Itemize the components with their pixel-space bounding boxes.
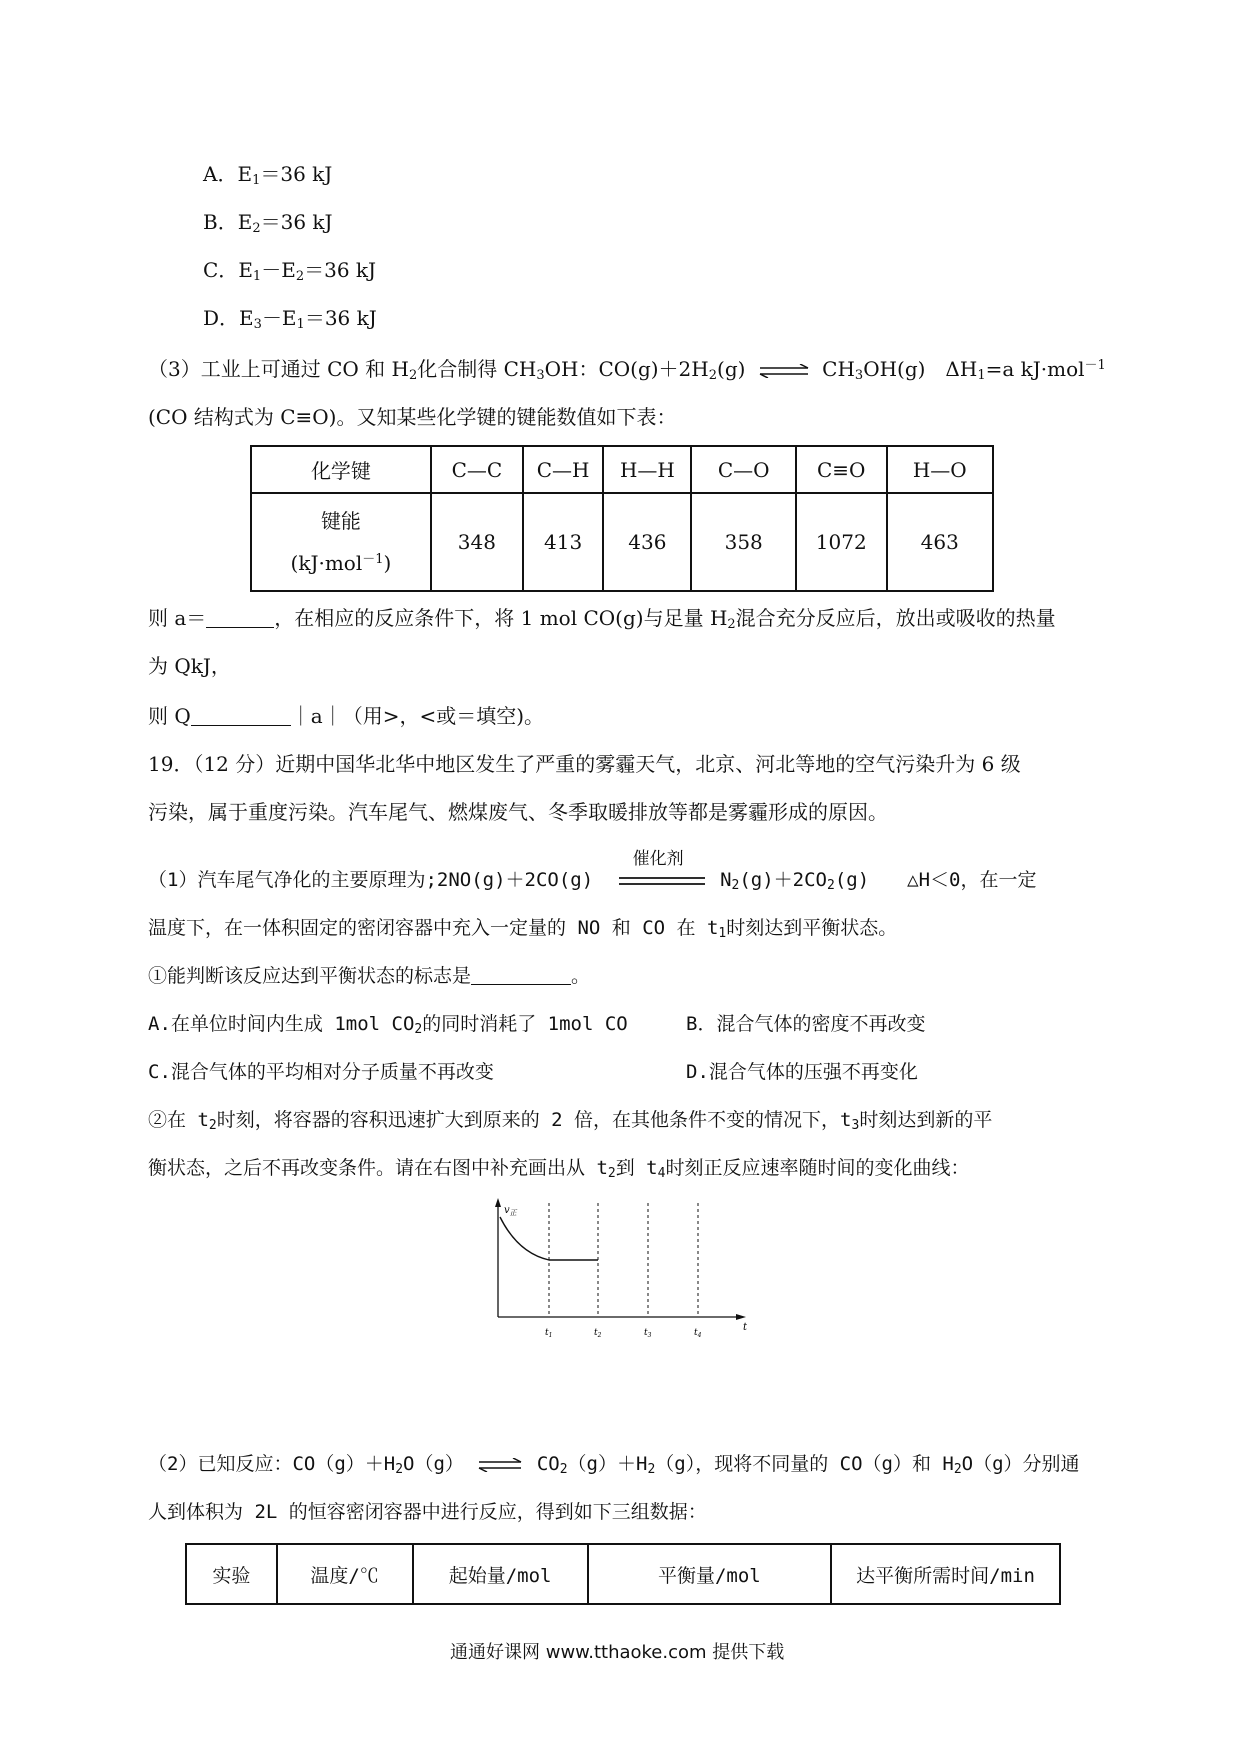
table-bond: C—H <box>523 446 603 493</box>
q19-option-c: C.混合气体的平均相对分子质量不再改变 <box>148 1061 494 1083</box>
table-header-cell: 达平衡所需时间/min <box>831 1544 1060 1604</box>
y-axis-label: $v_正$ <box>504 1205 517 1217</box>
tick-t1: $t_1$ <box>545 1328 553 1339</box>
answer-blank-equilibrium[interactable] <box>471 964 571 985</box>
equilibrium-arrow-icon <box>477 1458 523 1472</box>
option-d: D．$E_3-E_1=36$ kJ <box>203 306 377 332</box>
table-bond: C—C <box>431 446 523 493</box>
table-value: 413 <box>523 493 603 591</box>
table-value-row <box>251 493 993 591</box>
table-header-row <box>251 446 993 493</box>
y-axis-arrow <box>495 1198 501 1207</box>
answer-blank-q[interactable] <box>191 705 291 726</box>
table-bond: H—H <box>603 446 691 493</box>
table-header-cell: 平衡量/mol <box>588 1544 832 1604</box>
double-line-icon <box>619 875 705 887</box>
table-bond: C≡O <box>796 446 887 493</box>
table-header-row <box>186 1544 1060 1604</box>
table-value: 358 <box>691 493 796 591</box>
catalyst-arrow: 催化剂 <box>619 871 705 891</box>
page-footer: 通通好课网 www.tthaoke.com 提供下载 <box>450 1642 785 1663</box>
table-header-cell: 温度/℃ <box>277 1544 413 1604</box>
q19-q2-line2: 人到体积为 2L 的恒容密闭容器中进行反应，得到如下三组数据： <box>148 1501 707 1523</box>
q19-option-a: A.在单位时间内生成 1mol $CO_2$的同时消耗了 1mol CO <box>148 1013 628 1037</box>
x-axis-arrow <box>736 1314 746 1320</box>
q19-q2-line1: （2）已知反应：$CO(g)+H_2O(g)$ $CO_2(g)+H_2(g)$，现将不同量的 CO（g）和 $H_2O(g)$分别通 <box>148 1453 1080 1477</box>
x-axis-label: t <box>743 1322 748 1333</box>
tick-t3: $t_3$ <box>644 1328 652 1339</box>
q3-line3: 则 a＝ ，在相应的反应条件下，将 1 mol CO(g)与足量 $H_2$混合充分反应后，放出或吸收的热量 <box>148 606 1056 632</box>
table-row-label: 键能 (kJ·mol$^{-1}$) <box>251 493 431 591</box>
q3-line5: 则 Q ｜a｜（用>，<或＝填空)。 <box>148 704 545 728</box>
equilibrium-arrow-icon <box>758 364 810 378</box>
tick-t4: $t_4$ <box>694 1328 702 1339</box>
table-value: 348 <box>431 493 523 591</box>
q19-p5: 衡状态，之后不再改变条件。请在右图中补充画出从 $t_2$到 $t_4$时刻正反应速率随时间的变化曲线： <box>148 1157 970 1181</box>
q3-line1: （3）工业上可通过 CO 和 $H_2$化合制得 $CH_3OH$：$CO(g)+2H_2(g)$ $CH_3OH(g)$ $\Delta H_1=a$ kJ·mol$^{-1}$ <box>148 357 1106 383</box>
table-bond: H—O <box>887 446 993 493</box>
q19-p3: ①能判断该反应达到平衡状态的标志是 。 <box>148 965 591 987</box>
answer-blank-a[interactable] <box>206 607 274 628</box>
table-header-cell: 实验 <box>186 1544 277 1604</box>
q19-option-b: B．混合气体的密度不再改变 <box>686 1013 926 1035</box>
table-header-label: 化学键 <box>251 446 431 493</box>
q19-p4: ②在 $t_2$时刻，将容器的容积迅速扩大到原来的 2 倍，在其他条件不变的情况下，$t_3$时刻达到新的平 <box>148 1109 993 1133</box>
experiment-table <box>185 1543 1061 1605</box>
table-value: 436 <box>603 493 691 591</box>
q19-option-d: D.混合气体的压强不再变化 <box>686 1061 918 1083</box>
q3-line2: (CO 结构式为 C≡O)。又知某些化学键的键能数值如下表： <box>148 405 677 429</box>
q19-line1: 19．（12 分）近期中国华北华中地区发生了严重的雾霾天气，北京、河北等地的空气污染升为 6 级 <box>148 752 1021 776</box>
table-value: 463 <box>887 493 993 591</box>
option-b: B．$E_2=36$ kJ <box>203 210 333 236</box>
q19-p2: 温度下，在一体积固定的密闭容器中充入一定量的 NO 和 CO 在 $t_1$时刻达到平衡状态。 <box>148 917 898 941</box>
table-header-cell: 起始量/mol <box>413 1544 588 1604</box>
rate-time-graph <box>480 1195 760 1345</box>
table-bond: C—O <box>691 446 796 493</box>
q19-p1: （1）汽车尾气净化的主要原理为;2NO(g)＋2CO(g) 催化剂 $N_2(g)+2CO_2(g)$ △H＜0，在一定 <box>148 848 1037 893</box>
bond-energy-table <box>250 445 994 592</box>
option-a: A．$E_1=36$ kJ <box>203 162 333 188</box>
table-value: 1072 <box>796 493 887 591</box>
q3-line4: 为 QkJ， <box>148 654 231 678</box>
option-c: C．$E_1-E_2=36$ kJ <box>203 258 377 284</box>
tick-t2: $t_2$ <box>594 1328 602 1339</box>
q19-line2: 污染，属于重度污染。汽车尾气、燃煤废气、冬季取暖排放等都是雾霾形成的原因。 <box>148 800 888 824</box>
